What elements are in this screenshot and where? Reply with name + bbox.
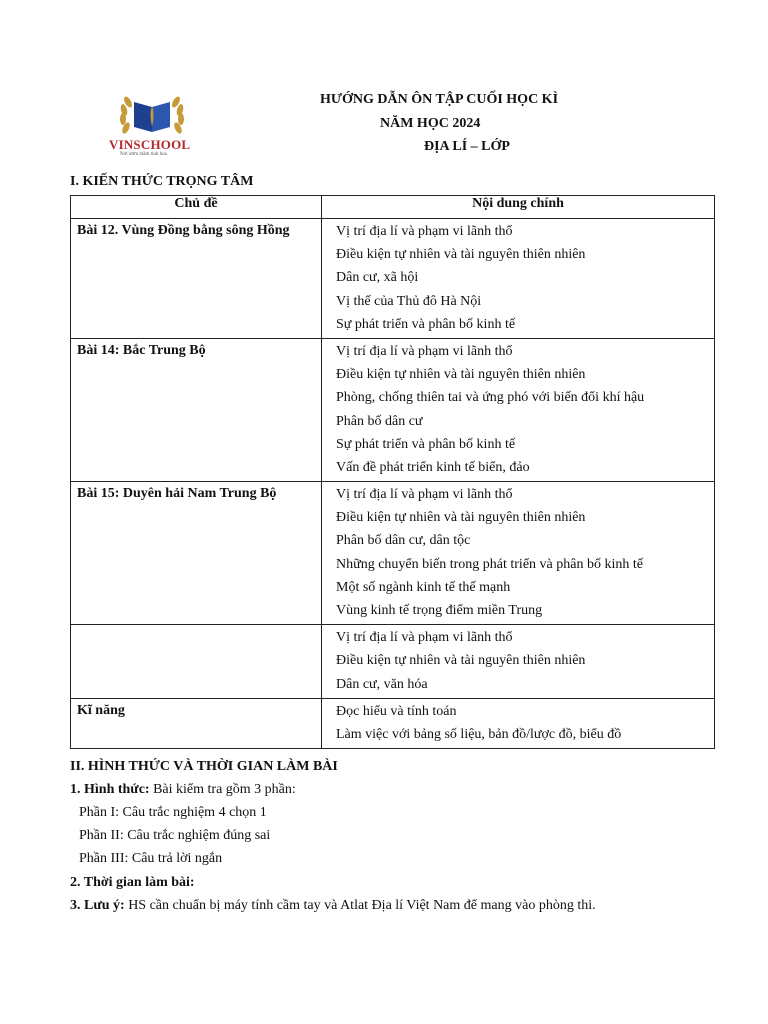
table-row <box>71 625 715 699</box>
col-header-content: Nội dung chính <box>322 196 715 219</box>
form-text: Bài kiểm tra gồm 3 phần: <box>149 782 296 797</box>
content-item: Sự phát triển và phân bố kinh tế <box>336 436 516 452</box>
content-item: Làm việc với bảng số liệu, bản đồ/lược đồ, biểu đồ <box>336 726 622 742</box>
doc-title-line3: ĐỊA LÍ – LỚP <box>424 139 510 154</box>
note-label: 3. Lưu ý: <box>70 898 125 913</box>
content-cell <box>322 338 715 481</box>
content-item: Sự phát triển và phân bố kinh tế <box>336 316 516 332</box>
content-item: Vị trí địa lí và phạm vi lãnh thổ <box>336 224 513 239</box>
logo-tagline: Nơi ươm mầm tinh hoa <box>120 152 167 157</box>
content-item: Điều kiện tự nhiên và tài nguyên thiên nhiên <box>336 510 586 526</box>
content-item: Phân bố dân cư, dân tộc <box>336 533 471 549</box>
table-header-row <box>71 196 715 219</box>
content-item: Vị trí địa lí và phạm vi lãnh thổ <box>336 487 513 503</box>
part-3: Phần III: Câu trả lời ngắn <box>79 851 223 866</box>
vinschool-logo <box>106 90 198 162</box>
topic-cell: Bài 12. Vùng Đồng bằng sông Hồng <box>71 219 322 339</box>
content-item: Vấn đề phát triển kinh tế biển, đảo <box>336 459 530 475</box>
time-line <box>70 875 195 891</box>
table-row <box>71 219 715 339</box>
content-item: Dân cư, xã hội <box>336 270 419 286</box>
table-row <box>71 482 715 625</box>
content-item: Phòng, chống thiên tai và ứng phó với biến đổi khí hậu <box>336 390 645 406</box>
content-item: Điều kiện tự nhiên và tài nguyên thiên nhiên <box>336 653 586 669</box>
note-text: HS cần chuẩn bị máy tính cầm tay và Atlat Địa lí Việt Nam để mang vào phòng thi. <box>124 898 596 913</box>
form-label: 1. Hình thức: <box>70 782 150 797</box>
note-line <box>70 898 596 914</box>
col-header-topic: Chủ đề <box>71 196 322 219</box>
topics-table <box>70 195 715 749</box>
topic-cell: Bài 15: Duyên hải Nam Trung Bộ <box>71 482 322 625</box>
doc-title-line1: HƯỚNG DẪN ÔN TẬP CUỐI HỌC KÌ <box>320 92 559 107</box>
content-item: Vị trí địa lí và phạm vi lãnh thổ <box>336 630 513 646</box>
table-row <box>71 338 715 481</box>
content-item: Vị trí địa lí và phạm vi lãnh thổ <box>336 343 513 359</box>
content-item: Điều kiện tự nhiên và tài nguyên thiên nhiên <box>336 247 586 263</box>
time-label: 2. Thời gian làm bài: <box>70 875 195 890</box>
section1-heading: I. KIẾN THỨC TRỌNG TÂM <box>70 174 254 189</box>
doc-title-line2: NĂM HỌC 2024 <box>380 116 481 131</box>
topic-cell: Bài 14: Bắc Trung Bộ <box>71 338 322 481</box>
content-item: Vị thế của Thủ đô Hà Nội <box>336 293 482 309</box>
topic-cell: Kĩ năng <box>71 698 322 748</box>
content-item: Một số ngành kinh tế thế mạnh <box>336 579 511 595</box>
content-item: Phân bố dân cư <box>336 413 423 429</box>
form-line <box>70 782 296 798</box>
content-cell <box>322 219 715 339</box>
part-2: Phần II: Câu trắc nghiệm đúng sai <box>79 828 271 843</box>
section2-heading: II. HÌNH THỨC VÀ THỜI GIAN LÀM BÀI <box>70 759 338 774</box>
content-cell <box>322 698 715 748</box>
content-item: Những chuyển biến trong phát triển và phân bố kinh tế <box>336 556 643 572</box>
content-item: Vùng kinh tế trọng điểm miền Trung <box>336 603 543 618</box>
content-cell <box>322 625 715 699</box>
logo-wordmark: VINSCHOOL <box>109 137 191 152</box>
table-row <box>71 698 715 748</box>
part-1: Phần I: Câu trắc nghiệm 4 chọn 1 <box>79 805 267 820</box>
content-item: Đọc hiểu và tính toán <box>336 703 457 719</box>
topic-cell <box>71 625 322 699</box>
content-cell <box>322 482 715 625</box>
content-item: Dân cư, văn hóa <box>336 676 428 692</box>
content-item: Điều kiện tự nhiên và tài nguyên thiên nhiên <box>336 367 586 383</box>
